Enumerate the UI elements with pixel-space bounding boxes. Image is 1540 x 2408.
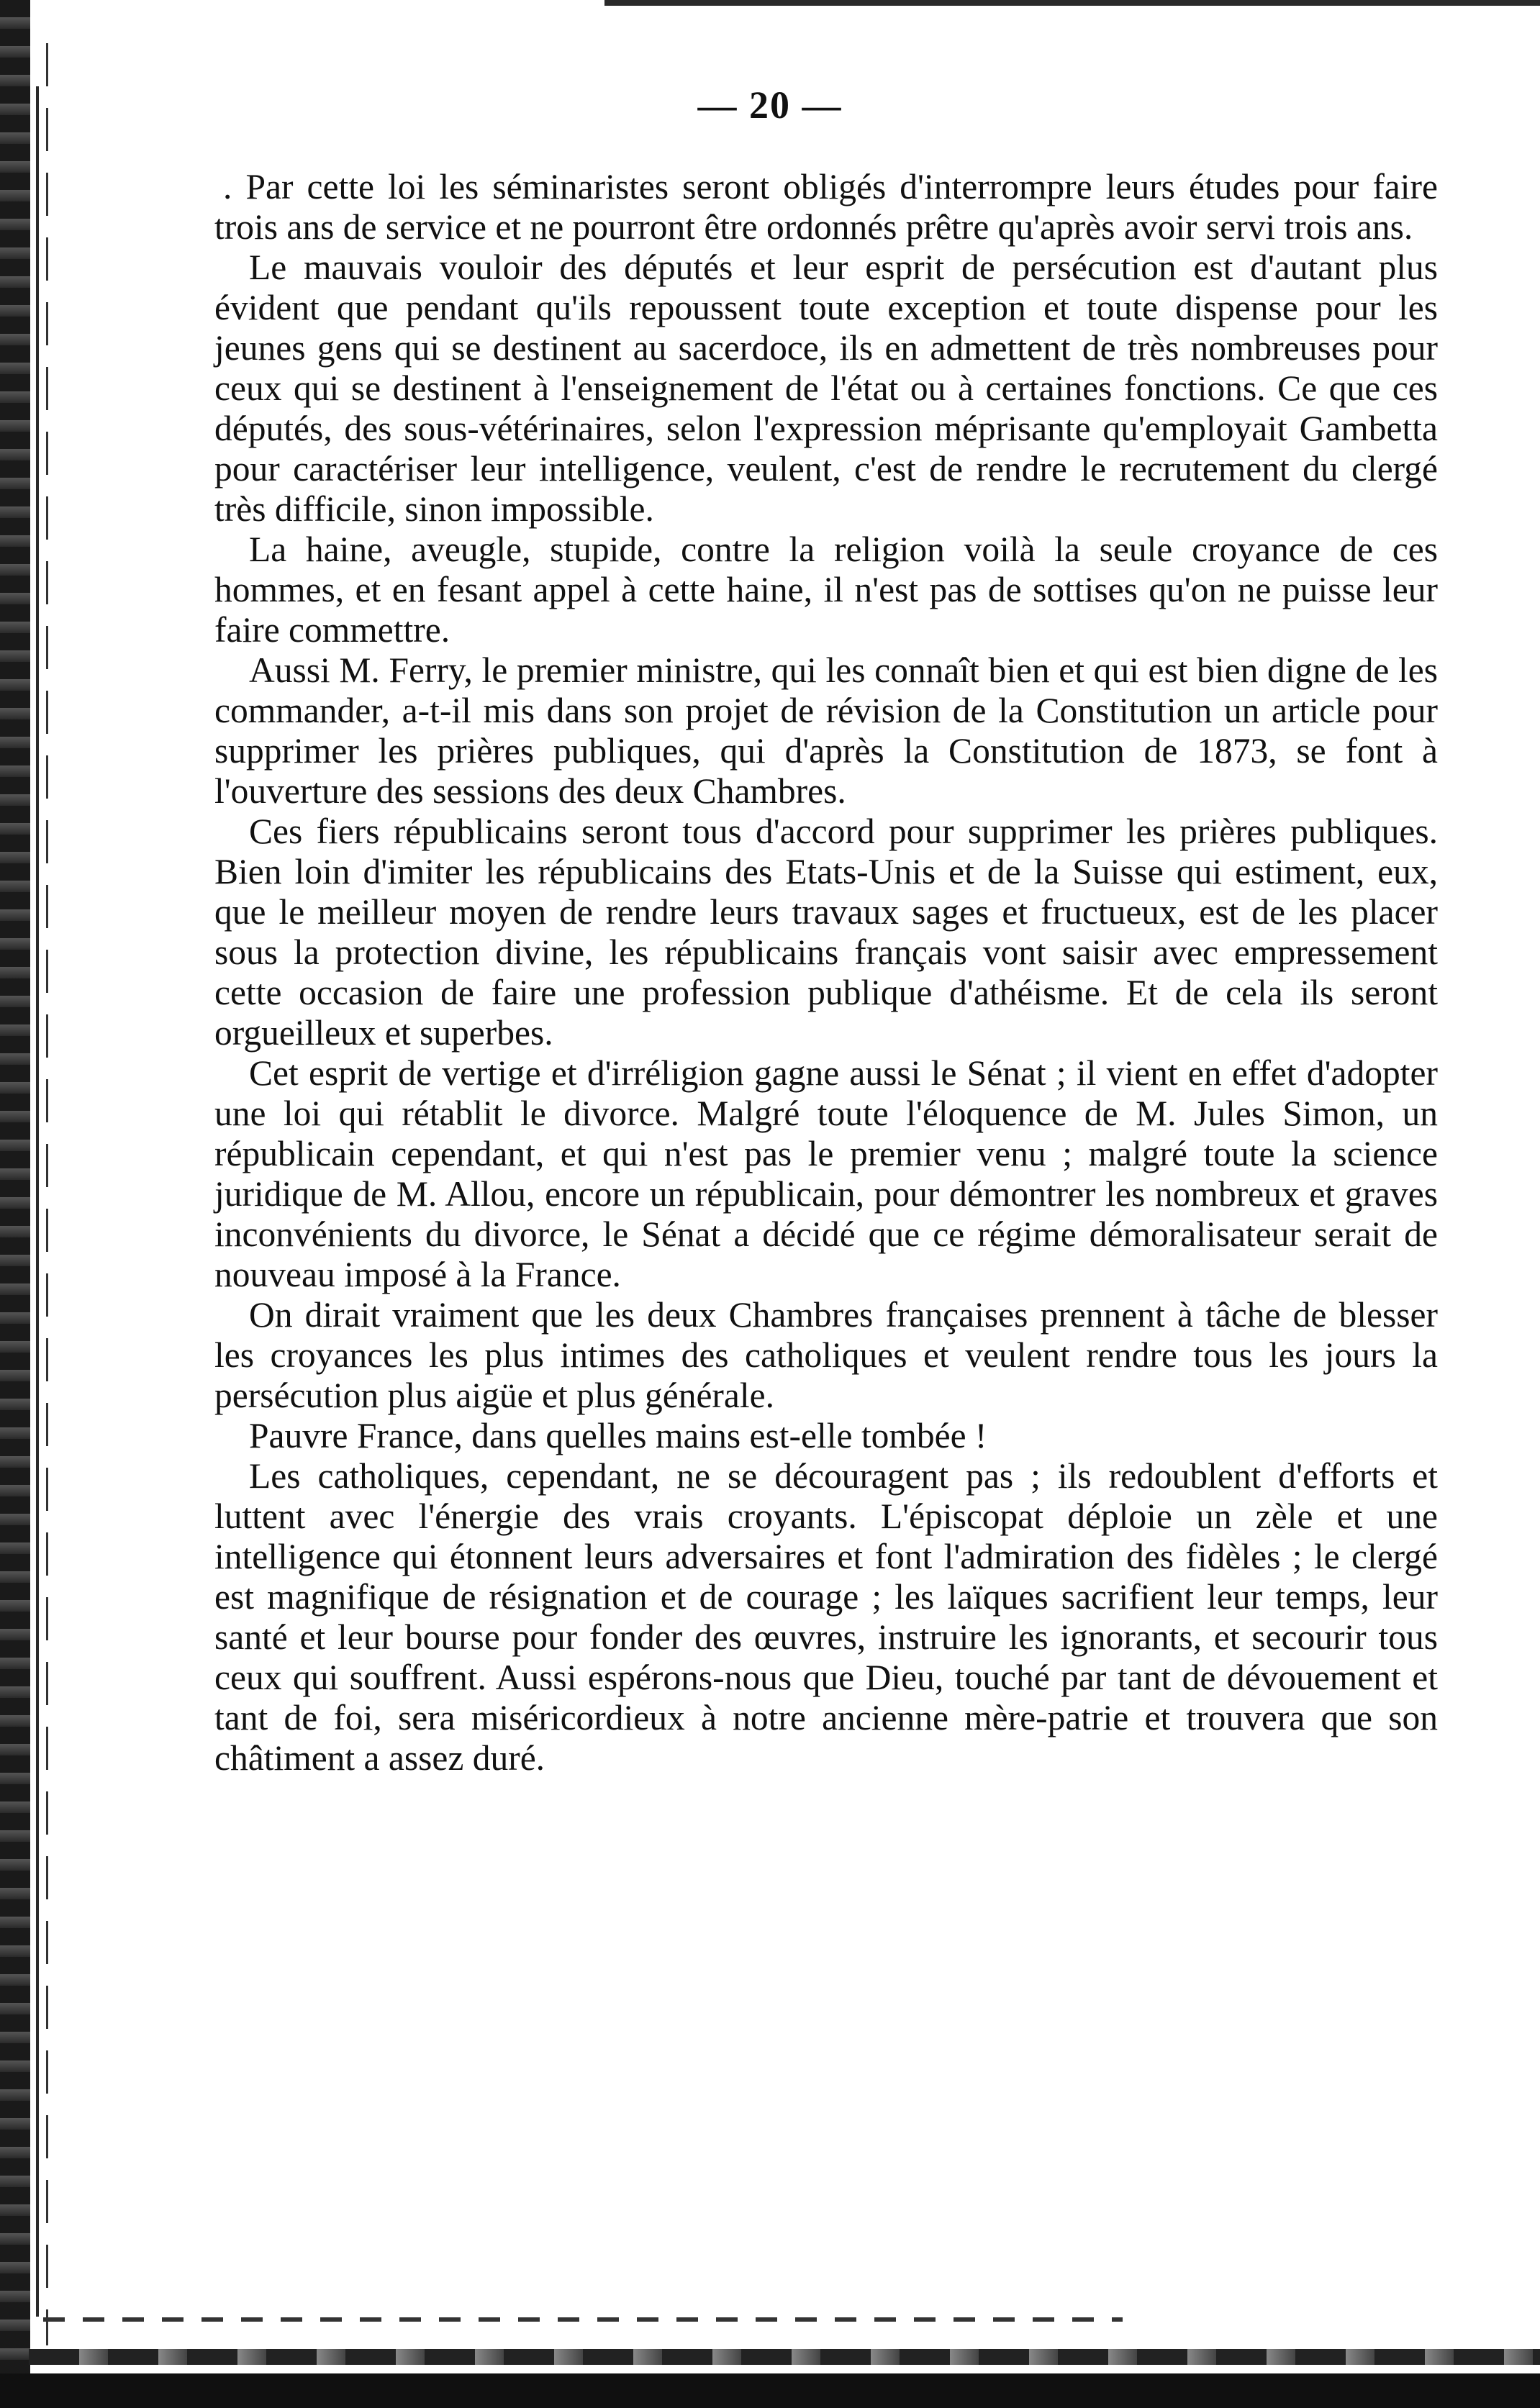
- scan-top-edge: [604, 0, 1540, 6]
- paragraph: . Par cette loi les séminaristes seront obligés d'interrompre leurs études pour faire trois ans de service et ne pourront être ordonnés prêtre qu'après avoir servi trois ans.: [214, 167, 1438, 247]
- scan-left-rule: [36, 86, 39, 2317]
- paragraph: La haine, aveugle, stupide, contre la religion voilà la seule croyance de ces hommes, et en fesant appel à cette haine, il n'est pas de sottises qu'on ne puisse leur faire commettre.: [214, 530, 1438, 650]
- paragraph: Les catholiques, cependant, ne se découragent pas ; ils redoublent d'efforts et luttent avec l'énergie des vrais croyants. L'épiscopat déploie un zèle et une intelligence qui étonnent leurs adversaires et font l'admiration des fidèles ; le clergé est magnifique de résignation et de courage ; les laïques sacrifient leur temps, leur santé et leur bourse pour fonder des œuvres, instruire les ignorants, et secourir tous ceux qui souffrent. Aussi espérons-nous que Dieu, touché par tant de dévouement et tant de foi, sera miséricordieux à notre ancienne mère-patrie et trouvera que son châtiment a assez duré.: [214, 1456, 1438, 1778]
- scan-left-edge: [0, 0, 30, 2408]
- paragraph: Aussi M. Ferry, le premier ministre, qui les connaît bien et qui est bien digne de les commander, a-t-il mis dans son projet de révision de la Constitution un article pour supprimer les prières publiques, qui d'après la Constitution de 1873, se font à l'ouverture des sessions des deux Chambres.: [214, 650, 1438, 811]
- scan-bottom-dashes: [43, 2317, 1123, 2322]
- paragraph: Le mauvais vouloir des députés et leur esprit de persécution est d'autant plus évident que pendant qu'ils repoussent toute exception et toute dispense pour les jeunes gens qui se destinent au sacerdoce, ils en admettent de très nombreuses pour ceux qui se destinent à l'enseignement de l'état ou à certaines fonctions. Ce que ces députés, des sous-vétérinaires, selon l'expression méprisante qu'employait Gambetta pour caractériser leur intelligence, veulent, c'est de rendre le recrutement du clergé très difficile, sinon impossible.: [214, 247, 1438, 529]
- paragraph: Pauvre France, dans quelles mains est-elle tombée !: [249, 1416, 987, 1455]
- page-number: — 20 —: [697, 83, 843, 127]
- paragraph: Ces fiers républicains seront tous d'accord pour supprimer les prières publiques. Bien loin d'imiter les républicains des Etats-Unis et de la Suisse qui estiment, eux, que le meilleur moyen de rendre leurs travaux sages et fructueux, est de les placer sous la protection divine, les républicains français vont saisir avec empressement cette occasion de faire une profession publique d'athéisme. Et de cela ils seront orgueilleux et superbes.: [214, 812, 1438, 1053]
- body-text: [214, 167, 1438, 1778]
- scan-left-dashed-rule: [46, 43, 48, 2345]
- paragraph: Cet esprit de vertige et d'irréligion gagne aussi le Sénat ; il vient en effet d'adopter une loi qui rétablit le divorce. Malgré toute l'éloquence de M. Jules Simon, un républicain cependant, et qui n'est pas le premier venu ; malgré toute la science juridique de M. Allou, encore un républicain, pour démontrer les nombreux et graves inconvénients du divorce, le Sénat a décidé que ce régime démoralisateur serait de nouveau imposé à la France.: [214, 1053, 1438, 1294]
- scan-bottom-edge: [0, 2373, 1540, 2408]
- paragraph: On dirait vraiment que les deux Chambres françaises prennent à tâche de blesser les croyances les plus intimes des catholiques et veulent rendre tous les jours la persécution plus aigüe et plus générale.: [214, 1295, 1438, 1415]
- scan-bottom-band: [29, 2349, 1540, 2365]
